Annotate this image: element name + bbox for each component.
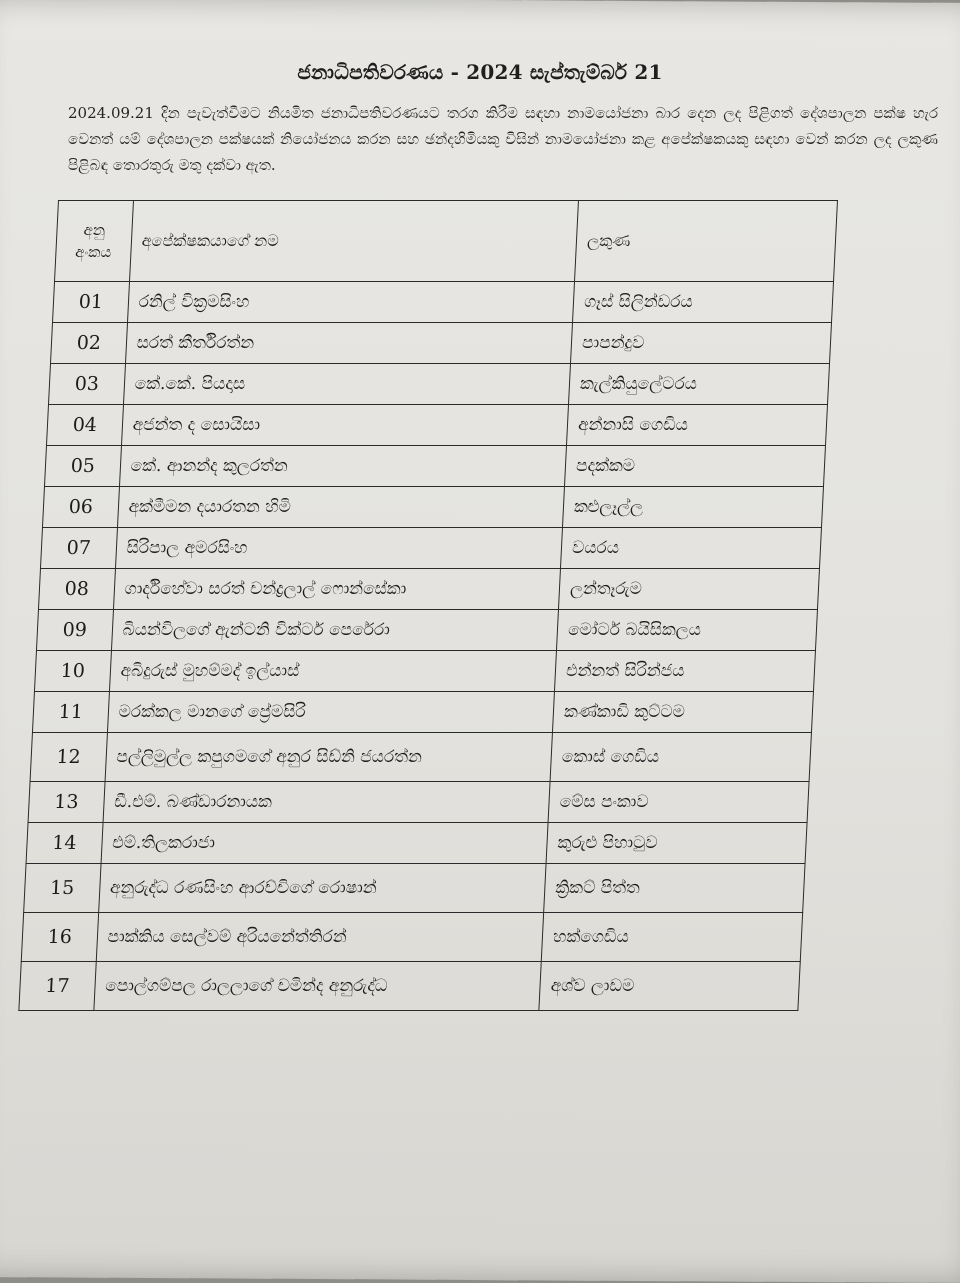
candidate-number: 12 — [30, 733, 107, 782]
candidate-symbol: කුරුළු පිහාටුව — [546, 823, 807, 864]
candidate-number: 15 — [24, 864, 101, 913]
header-number: අනු අංකය — [55, 201, 134, 282]
candidate-symbol: මේස පංකාව — [548, 782, 809, 823]
table-row — [19, 962, 800, 1011]
candidate-symbol: පාපන්දුව — [571, 323, 832, 364]
candidate-name: කේ. ආනන්ද කුලරත්න — [119, 446, 566, 487]
candidate-number: 08 — [38, 569, 115, 610]
candidate-symbol: කළුලෑල්ල — [563, 487, 824, 528]
table-row — [38, 569, 819, 610]
table-header-row — [55, 201, 838, 282]
candidate-symbol: ලන්තෑරුම — [559, 569, 820, 610]
table-row — [32, 692, 813, 733]
candidates-table — [18, 200, 838, 1011]
candidate-symbol: ගෑස් සිලින්ඩරය — [573, 282, 834, 323]
table-row — [34, 651, 815, 692]
candidate-number: 11 — [32, 692, 109, 733]
candidate-number: 14 — [26, 823, 103, 864]
candidate-name: පොල්ගම්පල රාලලාගේ චමින්ද අනුරුද්ධ — [94, 962, 542, 1011]
table-row — [48, 364, 829, 405]
table-row — [21, 913, 802, 962]
candidate-symbol: අන්නාසි ගෙඩිය — [567, 405, 828, 446]
candidate-name: සරත් කීර්තිරත්න — [125, 323, 572, 364]
candidate-name: අජන්ත ද සොයිසා — [121, 405, 568, 446]
candidate-number: 06 — [42, 487, 119, 528]
candidate-number: 01 — [53, 282, 130, 323]
candidate-name: අබිදුරුස් මුහම්මද් ඉල්යාස් — [109, 651, 556, 692]
candidate-name: රනිල් වික්‍රමසිංහ — [127, 282, 574, 323]
candidate-name: එම්.තිලකරාජා — [101, 823, 548, 864]
candidate-number: 07 — [40, 528, 117, 569]
table-row — [42, 487, 823, 528]
candidate-name: පල්ලිමුල්ල කපුගමගේ අනුර සිඩ්නි ජයරත්න — [105, 733, 553, 782]
table-row — [26, 823, 807, 864]
candidate-symbol: මෝටර් බයිසිකලය — [557, 610, 818, 651]
candidates-table-wrapper — [0, 200, 836, 1011]
candidate-symbol: අශ්ව ලාඩම — [539, 962, 800, 1011]
table-row — [46, 405, 827, 446]
candidate-number: 04 — [46, 405, 123, 446]
candidate-number: 03 — [48, 364, 125, 405]
table-row — [24, 864, 805, 913]
candidate-symbol: කැල්කියුලේටරය — [569, 364, 830, 405]
candidate-name: අක්මීමන දයාරතන හිමි — [117, 487, 564, 528]
candidate-symbol: හක්ගෙඩිය — [541, 913, 802, 962]
header-name: අපේක්ෂකයාගේ නම — [129, 201, 578, 282]
table-row — [40, 528, 821, 569]
table-row — [53, 282, 834, 323]
candidate-name: සිරිපාල අමරසිංහ — [115, 528, 562, 569]
table-row — [28, 782, 809, 823]
candidate-name: කේ.කේ. පියදාස — [123, 364, 570, 405]
candidate-name: ගාර්දිහේවා සරත් චන්ද්‍රලාල් ෆොන්සේකා — [113, 569, 560, 610]
candidate-number: 13 — [28, 782, 105, 823]
candidate-symbol: කණ්කාඩි කුට්ටම — [553, 692, 814, 733]
candidate-symbol: කොස් ගෙඩිය — [550, 733, 811, 782]
candidate-name: මරක්කල මානගේ ප්‍රේමසිරි — [107, 692, 554, 733]
candidate-number: 17 — [19, 962, 96, 1011]
intro-paragraph: 2024.09.21 දින පැවැත්වීමට නියමිත ජනාධිපතිවරණයට තරග කිරීම සඳහා නාමයෝජනා බාර දෙන ලද පිළිගත් දේශපාලන පක්ෂ හැර වෙනත් යම් දේශපාලන පක්ෂයක් නියෝජනය කරන සහ ඡන්දහිමියකු විසින් නාමයෝජනා කළ අපේක්ෂකයකු සඳහා වෙන් කරන ලද ලකුණ පිළිබඳ තොරතුරු මතු දක්වා ඇත. — [68, 104, 938, 174]
table-row — [44, 446, 825, 487]
table-row — [51, 323, 832, 364]
candidate-symbol: එන්නත් සිරින්ජය — [555, 651, 816, 692]
candidate-number: 02 — [51, 323, 128, 364]
table-row — [36, 610, 817, 651]
candidate-number: 10 — [34, 651, 111, 692]
candidate-number: 09 — [36, 610, 113, 651]
candidate-name: ඩී.එම්. බණ්ඩාරනායක — [103, 782, 550, 823]
candidate-number: 05 — [44, 446, 121, 487]
header-symbol: ලකුණ — [575, 201, 838, 282]
table-row — [30, 733, 811, 782]
page-title: ජනාධිපතිවරණය - 2024 සැප්තැම්බර් 21 — [297, 60, 663, 84]
candidate-symbol: වයරය — [561, 528, 822, 569]
candidate-name: අනුරුද්ධ රණසිංහ ආරච්චිගේ රොෂාන් — [98, 864, 546, 913]
candidate-symbol: ක්‍රිකට් පිත්ත — [544, 864, 805, 913]
candidate-number: 16 — [21, 913, 98, 962]
candidate-name: බියන්විලගේ ඇන්ටනි වික්ටර් පෙරේරා — [111, 610, 558, 651]
candidate-name: පාක්කිය සෙල්වම් අරියනේත්තිරන් — [96, 913, 544, 962]
candidate-symbol: පදක්කම — [565, 446, 826, 487]
